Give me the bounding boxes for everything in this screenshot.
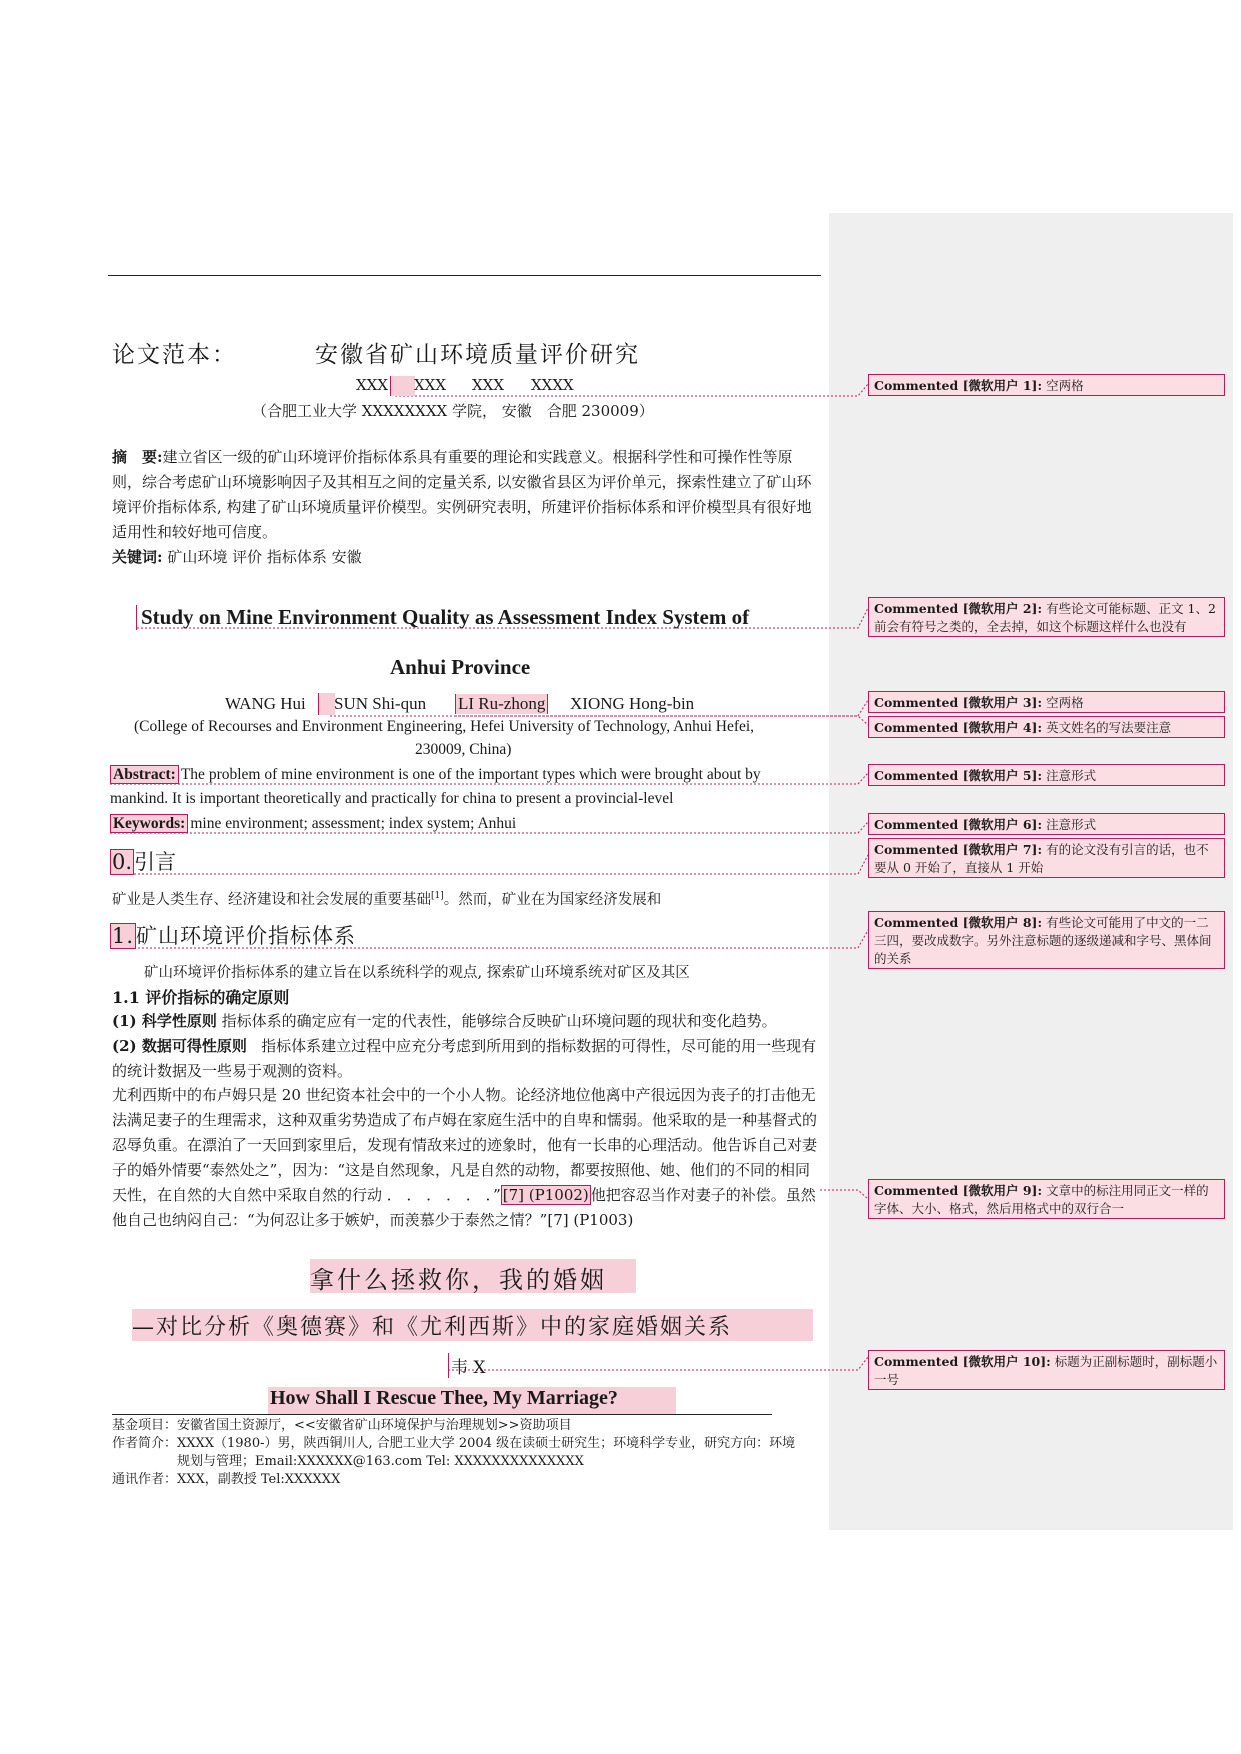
english-abstract-text1: The problem of mine environment is one of the important types which were brought about by — [180, 766, 761, 783]
english-abstract-label: Abstract: — [110, 765, 179, 784]
comment-1-text: 空两格 — [1046, 378, 1084, 393]
section-0-text-b: 。然而，矿业在为国家经济发展和 — [443, 892, 662, 908]
english-author-1: WANG Hui — [225, 694, 306, 713]
body-paragraph-text: 尤利西斯中的布卢姆只是 20 世纪资本社会中的一个小人物。论经济地位他离中产很远因为丧子的打击他无法满足妻子的生理需求，这种双重劣势造成了布卢姆在家庭生活中的自卑和懦弱。他采取的是一种基督式的忍辱负重。在漂泊了一天回到家里后，发现有情敌来过的迹象时，他有一长串的心理活动。他告诉自己对妻子的婚外情要“泰然处之”，因为：“这是自然现象，凡是自然的动物，都要按照他、她、他们的不同的相同天性，在自然的大自然中采取自然的行动 ． ． ． ． ． ．” — [112, 1086, 818, 1204]
section-0-ref: [1] — [431, 891, 444, 902]
comment-1-label: Commented [微软用户 1]: — [874, 378, 1043, 393]
comment-3-text: 空两格 — [1046, 695, 1084, 710]
comment-8[interactable] — [868, 911, 1225, 969]
author-3: XXX — [472, 376, 505, 394]
author-2: XXX — [414, 376, 447, 394]
footnote-bio-line1: 作者简介：XXXX（1980-）男，陕西铜川人, 合肥工业大学 2004 级在读硕士研究生；环境科学专业，研究方向：环境 — [112, 1436, 796, 1451]
comment-2-text: 有些论文可能标题、正文 1、2 前会有符号之类的，全去掉，如这个标题这样什么也没有 — [874, 601, 1216, 634]
abstract-cn — [112, 445, 822, 545]
body-paragraph-text2: 他把容忍当作对妻子的补偿。虽然他自己也纳闷自己：“为何忍让多于嫉妒，而羡慕少于泰然之情？” — [112, 1186, 816, 1229]
section-0-text-a: 矿业是人类生存、经济建设和社会发展的重要基础 — [112, 892, 431, 908]
author-gap-mark — [390, 376, 415, 396]
footnote-bio-line2: 规划与管理；Email:XXXXXX@163.com Tel: XXXXXXXXXXXXXX — [177, 1454, 584, 1469]
comment-6[interactable] — [868, 813, 1225, 835]
comment-2[interactable] — [868, 597, 1225, 637]
comment-6-label: Commented [微软用户 6]: — [874, 817, 1043, 832]
english-affiliation-line2: 230009, China) — [415, 741, 512, 758]
footnote-rule — [112, 1414, 772, 1415]
keywords-cn-label: 关键词: — [112, 548, 163, 566]
comment-9[interactable] — [868, 1179, 1225, 1219]
section-1-text: 矿山环境评价指标体系的建立旨在以系统科学的观点, 探索矿山环境系统对矿区及其区 — [144, 965, 690, 981]
english-author-2: SUN Shi-qun — [334, 694, 427, 713]
footnote-contact: 通讯作者：XXX，副教授 Tel:XXXXXX — [112, 1472, 341, 1487]
author-1: XXX — [356, 376, 389, 394]
body-paragraph — [112, 1083, 824, 1233]
second-title-main: 拿什么拯救你，我的婚姻 — [310, 1266, 607, 1294]
comment-7[interactable] — [868, 838, 1225, 878]
comment-7-label: Commented [微软用户 7]: — [874, 842, 1043, 857]
english-author-4: XIONG Hong-bin — [570, 694, 695, 713]
keywords-cn — [112, 546, 362, 567]
footnote-fund: 基金项目：安徽省国土资源厅，<<安徽省矿山环境保护与治理规划>>资助项目 — [112, 1418, 572, 1433]
comment-5-label: Commented [微软用户 5]: — [874, 768, 1043, 783]
second-title-author: 韦 X — [448, 1353, 486, 1378]
comment-8-label: Commented [微软用户 8]: — [874, 915, 1043, 930]
comment-10[interactable] — [868, 1350, 1225, 1390]
abstract-cn-label: 摘 要: — [112, 448, 163, 466]
english-affiliation-line1: (College of Recourses and Environment Engineering, Hefei University of Technology, Anhui Hefei, — [134, 718, 755, 735]
citation-1: [7] (P1002) — [502, 1186, 589, 1204]
comment-2-label: Commented [微软用户 2]: — [874, 601, 1043, 616]
comment-3[interactable] — [868, 691, 1225, 713]
title-prefix: 论文范本： — [112, 342, 237, 368]
principle-2-text: 指标体系建立过程中应充分考虑到所用到的指标数据的可得性，尽可能的用一些现有的统计数据及一些易于观测的资料。 — [112, 1037, 817, 1080]
comment-4[interactable] — [868, 716, 1225, 738]
second-title-sub: —对比分析《奥德赛》和《尤利西斯》中的家庭婚姻关系 — [132, 1315, 733, 1340]
comment-4-label: Commented [微软用户 4]: — [874, 720, 1043, 735]
section-1-heading — [110, 920, 356, 950]
author-4: XXXX — [531, 376, 574, 394]
english-author-gap-mark — [318, 693, 335, 715]
principle-1-label: (1) 科学性原则 — [112, 1012, 217, 1030]
english-title-line1: Study on Mine Environment Quality as Assessment Index System of — [136, 605, 749, 630]
connector-10 — [448, 1357, 868, 1370]
section-1-title: 矿山环境评价指标体系 — [136, 924, 357, 948]
comment-5[interactable] — [868, 764, 1225, 786]
comment-9-label: Commented [微软用户 9]: — [874, 1183, 1043, 1198]
comment-6-text: 注意形式 — [1046, 817, 1097, 832]
principle-1 — [112, 1010, 777, 1031]
page-title: 安徽省矿山环境质量评价研究 — [315, 342, 640, 368]
english-abstract-line2: mankind. It is important theoretically and practically for china to present a provincial-level — [110, 790, 674, 807]
comment-3-label: Commented [微软用户 3]: — [874, 695, 1043, 710]
section-0-number: 0. — [112, 850, 133, 874]
principle-2 — [112, 1034, 824, 1084]
abstract-cn-text: 建立省区一级的矿山环境评价指标体系具有重要的理论和实践意义。根据科学性和可操作性等原则，综合考虑矿山环境影响因子及其相互之间的定量关系, 以安徽省县区为评价单元，探索性建立了矿山环境评价指标体系, 构建了矿山环境质量评价模型。实例研究表明，所建评价指标体系和评价模型具有很好地适用性和较好地可信度。 — [112, 448, 812, 541]
principle-2-label: (2) 数据可得性原则 — [112, 1037, 247, 1055]
comment-9-text: 文章中的标注用同正文一样的字体、大小、格式，然后用格式中的双行合一 — [874, 1183, 1209, 1216]
section-0-text — [112, 888, 661, 909]
comment-4-text: 英文姓名的写法要注意 — [1046, 720, 1172, 735]
english-keywords-text: mine environment; assessment; index system; Anhui — [190, 815, 517, 832]
affiliation: （合肥工业大学 XXXXXXXX 学院， 安徽 合肥 230009） — [252, 402, 654, 420]
connector-9 — [820, 1190, 868, 1199]
citation-2: [7] (P1003) — [547, 1211, 634, 1229]
comment-10-label: Commented [微软用户 10]: — [874, 1354, 1051, 1369]
connector-1 — [395, 384, 868, 396]
english-title-line2: Anhui Province — [390, 655, 531, 679]
english-author-3: LI Ru-zhong — [455, 694, 548, 714]
connector-7 — [110, 855, 868, 874]
comment-10-text: 标题为正副标题时，副标题小一号 — [874, 1354, 1218, 1387]
comment-8-text: 有些论文可能用了中文的一二三四，要改成数字。另外注意标题的逐级递减和字号、黑体间的关系 — [874, 915, 1212, 966]
english-keywords-label: Keywords: — [110, 814, 188, 833]
principle-1-text: 指标体系的确定应有一定的代表性，能够综合反映矿山环境问题的现状和变化趋势。 — [221, 1012, 777, 1030]
section-0-title: 引言 — [134, 850, 177, 874]
section-0-heading — [110, 846, 176, 876]
english-keywords — [110, 815, 516, 833]
comment-1[interactable] — [868, 374, 1225, 396]
second-title-english: How Shall I Rescue Thee, My Marriage? — [270, 1387, 618, 1409]
english-abstract-line1 — [110, 766, 761, 784]
section-1-number: 1. — [112, 924, 135, 948]
keywords-cn-text: 矿山环境 评价 指标体系 安徽 — [167, 548, 362, 566]
comment-7-text: 有的论文没有引言的话，也不要从 0 开始了，直接从 1 开始 — [874, 842, 1209, 875]
section-1-1-title: 1.1 评价指标的确定原则 — [112, 988, 290, 1007]
comment-5-text: 注意形式 — [1046, 768, 1097, 783]
